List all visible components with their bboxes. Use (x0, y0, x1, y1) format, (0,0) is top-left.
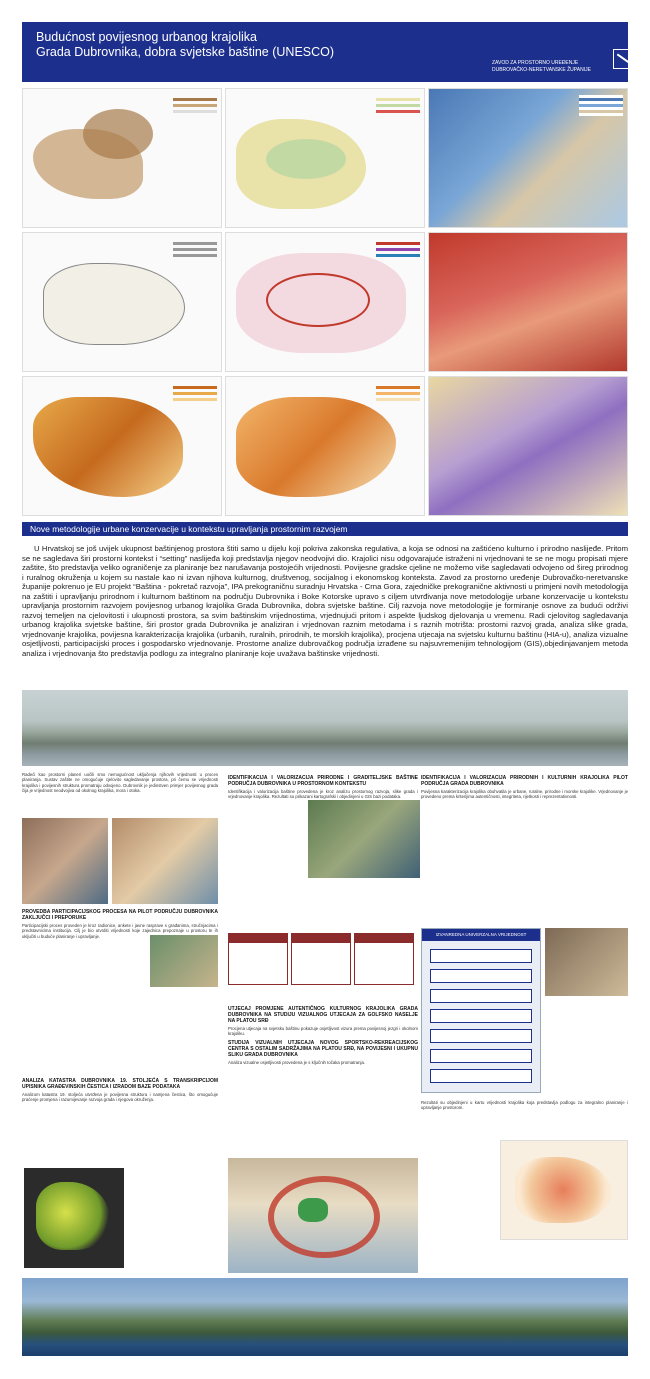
map-panel (428, 376, 628, 516)
column-left-3 (22, 1075, 218, 1105)
map-panel (22, 232, 222, 372)
col2-paragraph: Procjena utjecaja na svjetsku baštinu pokazuje osjetljivost vizura prema povijesnoj jezgri i okolnom krajoliku. (228, 1026, 418, 1037)
intro-text: U Hrvatskoj se još uvijek ukupnost baštinjenog prostora štiti samo u dijelu koji pokriva zakonska regulativa, a koja se odnosi na zaštićeno kulturno i prirodno naslijeđe. Pritom se ne sagledava širi prostorni kontekst i “setting” naslijeđa koji predstavlja njegov neodvojivi dio. Krajolici nisu odgovarajuće istraženi ni vrjednovani te se ne mogu propisati mjere zaštite, što predstavlja veliko ograničenje za planiranje bez narušavanja postojećih vrijednosti. Povijesne gradske cjeline ne možemo više sagledavati odvojeno od šireg prirodnog i ruralnog okruženja u kojem su nastale kao ni izvan njihova kulturnog, društvenog, socijalnog i ekonomskog konteksta. Zavod za prostorno uređenje Dubrovačko-neretvanske županije pokrenuo je EU projekt “Baština - pokretač razvoja”, IPA prekograničnu suradnju Hrvatska - Crna Gora, zajedničke prekogranične aktivnosti u primjeni novih metodologija na zaštiti i upravljanju prirodnom i kulturnom baštinom na području Dubrovnika i Boke Kotorske upravo s ciljem utvrđivanja nove metodologije urbane konzervacije u kontekstu upravljanja prostornim razvojem povijesnog urbanog krajolika Grada Dubrovnika, dobra svjetske baštine. Cilj razvoja nove metodologije je formiranje osnove za budući održivi razvoj temeljen na cjelovitosti i ukupnosti prostora, sa svim baštinskim vrijednostima, vrjednujući pritom i aspekte ljudskog djelovanja u vremenu. Radi cjelovitog sagledavanja urbanog krajolika svjetske baštine, širi prostor grada Dubrovnika je analiziran i vrjednovan raznim metodama i s raznih motrišta: prostorni razvoj grada, analiza slike grada, vrjednovanje krajolika, povijesna karakterizacija krajolika (urbanih, ruralnih, prirodnih, te morskih krajolika), procjena utjecaja na svjetsku kulturnu baštinu (HIA-u), analiza vizualne osjetljivosti, participacijski proces i gospodarsko vrjednovanje. Prostorne analize dubrovačkog područja izrađene su najsuvremenijim tehnologijom (GIS),objedinjavanjem metoda analiza i vrjednovanja što predstavlja podlogu za integralno planiranje koje uvažava baštinske vrijednosti. (22, 544, 628, 658)
diagram-box (430, 1009, 532, 1023)
diagram-box (430, 1069, 532, 1083)
table (354, 933, 414, 985)
map-panel (22, 376, 222, 516)
page-header (22, 22, 628, 82)
visual-impact-map (228, 1158, 418, 1273)
page-title-line2: Grada Dubrovnika, dobra svjetske baštine (UNESCO) (36, 45, 335, 59)
coast-panorama-photo (22, 1278, 628, 1356)
map-panel (225, 88, 425, 228)
col3-paragraph: Povijesna karakterizacija krajolika obuhvatila je urbane, ruralne, prirodne i morske krajolike. Vrjednovanje je provedeno prema kriterijima autentičnosti, integriteta, rijetkosti i reprezentativnosti. (421, 789, 628, 800)
map-panel (22, 88, 222, 228)
col1-paragraph: Analizom katastra 19. stoljeća utvrđena je povijesna struktura i namjena čestica, što omogućuje praćenje promjena i razumijevanje razvoja grada i njegova okruženja. (22, 1092, 218, 1103)
diagram-box (430, 989, 532, 1003)
page-title-line1: Budućnost povijesnog urbanog krajolika (36, 30, 257, 44)
aerial-photo (308, 800, 420, 878)
diagram-box (430, 949, 532, 963)
col2-heading: IDENTIFIKACIJA I VALORIZACIJA PRIRODNE I GRADITELJSKE BAŠTINE PODRUČJA DUBROVNIKA U PROSTORNOM KONTEKSTU (228, 775, 418, 787)
column-right-2 (421, 1100, 628, 1113)
column-right (421, 772, 628, 802)
photo (545, 928, 628, 996)
value-diagram (421, 928, 541, 1093)
diagram-box (430, 969, 532, 983)
col1-paragraph: Radeći kao prostorni planeri uočili smo nemogućnost uključenja njihovih vrijednosti u proces planiranja. Sustav zaštite ne omogućuje cjelovito sagledavanje prostora, pri čemu se vrijednosti krajolika i povijesnih struktura promatraju odvojeno. Dubrovnik je jedinstven primjer povijesnog grada čija je vrijednost neodvojiva od okolnog krajolika, mora i otoka. (22, 772, 218, 793)
col1-heading: PROVEDBA PARTICIPACIJSKOG PROCESA NA PILOT PODRUČJU DUBROVNIKA ZAKLJUČCI I PREPORUKE (22, 909, 218, 921)
table (291, 933, 351, 985)
institution-logo-icon (613, 49, 633, 69)
map-panel (225, 232, 425, 372)
column-middle (228, 772, 418, 802)
diagram-box (430, 1049, 532, 1063)
col1-heading: ANALIZA KATASTRA DUBROVNIKA 19. STOLJEĆA S TRANSKRIPCIJOM UPISNIKA GRAĐEVINSKIH ČESTICA I IZRADOM BAZE PODATAKA (22, 1078, 218, 1090)
col3-heading: IDENTIFIKACIJA I VALORIZACIJA PRIRODNIH I KULTURNIH KRAJOLIKA PILOT PODRUČJA GRADA DUBROVNIKA (421, 775, 628, 787)
cadastre-map (24, 1168, 124, 1268)
photo (112, 818, 218, 904)
col2-paragraph: Identifikacija i valorizacija baštine provedena je kroz analizu prostornog razvoja, slike grada i vrjednovanje krajolika. Rezultati su prikazani kartografski i objedinjeni u GIS bazi podataka. (228, 789, 418, 800)
col2-heading: STUDIJA VIZUALNIH UTJECAJA NOVOG SPORTSKO-REKREACIJSKOG CENTRA S OSTALIM SADRŽAJIMA NA PLATOU SRĐ, NA POVIJESNI I UKUPNU SLIKU GRADA DUBROVNIKA (228, 1039, 418, 1058)
table (228, 933, 288, 985)
column-middle-2 (228, 1003, 418, 1067)
col2-heading: UTJECAJ PROMJENE AUTENTIČNOG KULTURNOG KRAJOLIKA GRADA DUBROVNIKA NA STUDIJU VIZUALNOG UTJECAJA ZA GOLFSKO NASELJE NA PLATOU SRĐ (228, 1006, 418, 1024)
col2-paragraph: Analiza vizualne osjetljivosti provedena je s ključnih točaka promatranja. (228, 1059, 366, 1065)
section-title-bar: Nove metodologije urbane konzervacije u kontekstu upravljanja prostornim razvojem (22, 522, 628, 536)
diagram-box (430, 1029, 532, 1043)
col1-paragraph: Participacijski proces proveden je kroz radionice, ankete i javne rasprave s građanima, stručnjacima i predstavnicima institucija. Cilj je bio utvrditi vrijednosti koje zajednica prepoznaje u prostoru te ih uključiti u buduće planiranje i upravljanje. (22, 923, 218, 939)
photo (150, 935, 218, 987)
map-panel (225, 376, 425, 516)
institution-name: ZAVOD ZA PROSTORNO UREĐENJE DUBROVAČKO-NERETVANSKE ŽUPANIJE (492, 60, 591, 73)
map-panel (428, 232, 628, 372)
col3-paragraph: Rezultati su objedinjeni u kartu vrijednosti krajolika koja predstavlja podlogu za integralno planiranje i upravljanje prostorom. (421, 1100, 628, 1111)
landscape-value-map (500, 1140, 628, 1240)
column-left (22, 772, 218, 795)
photo (22, 818, 108, 904)
map-grid (22, 88, 628, 520)
panorama-photo (22, 690, 628, 766)
diagram-title: IZVANREDNA UNIVERZALNA VRIJEDNOST (422, 929, 540, 941)
map-panel (428, 88, 628, 228)
